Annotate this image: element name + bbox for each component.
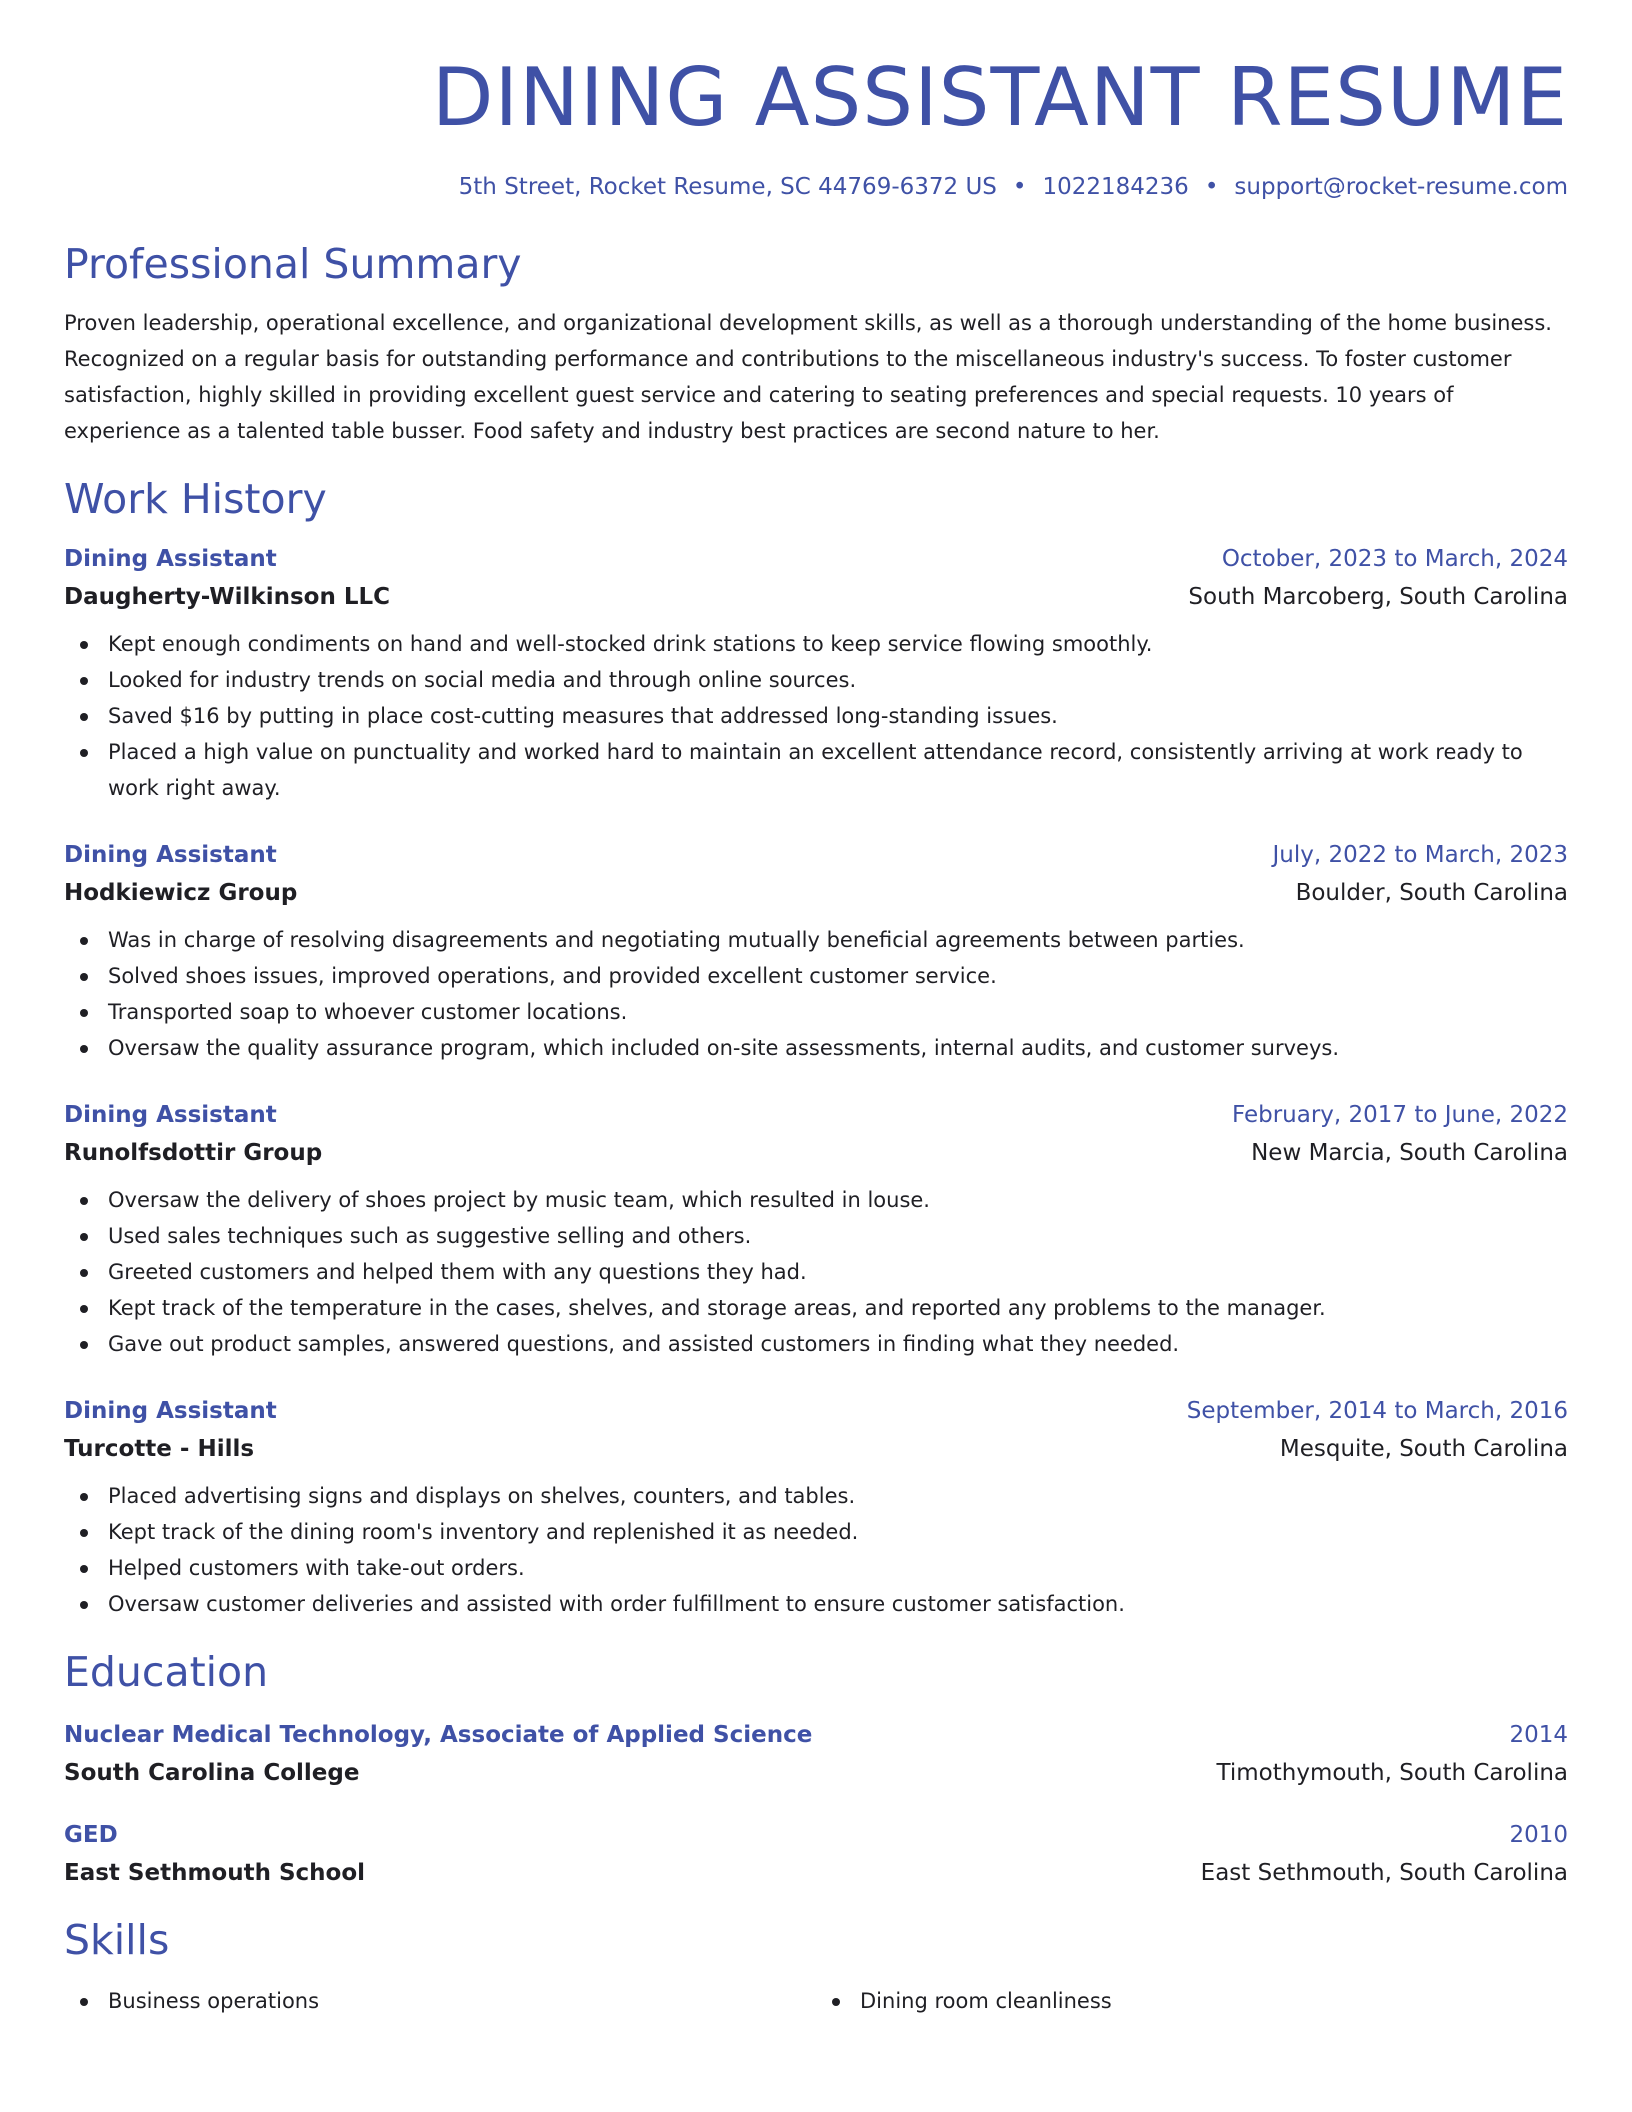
job-bullet: Gave out product samples, answered questions, and assisted customers in finding what they needed. (64, 1326, 1568, 1362)
education-school: South Carolina College (64, 1759, 360, 1786)
skill-item: Dining room cleanliness (816, 1983, 1568, 2019)
job-company: Daugherty-Wilkinson LLC (64, 584, 391, 611)
skills-list (64, 1983, 1568, 2019)
job-entry (64, 842, 1568, 1066)
job-location: Boulder, South Carolina (1295, 880, 1568, 907)
job-title: Dining Assistant (64, 546, 277, 573)
job-dates: February, 2017 to June, 2022 (1231, 1102, 1568, 1129)
job-bullet: Oversaw the quality assurance program, which included on-site assessments, internal audits, and customer surveys. (64, 1030, 1568, 1066)
job-title: Dining Assistant (64, 1102, 277, 1129)
job-dates: July, 2022 to March, 2023 (1272, 842, 1568, 869)
education-location: Timothymouth, South Carolina (1216, 1759, 1568, 1786)
education-entry (64, 1822, 1568, 1886)
contact-separator: • (1204, 174, 1219, 200)
contact-line (64, 174, 1568, 200)
job-company: Runolfsdottir Group (64, 1140, 323, 1167)
education-heading: Education (64, 1648, 269, 1697)
job-location: New Marcia, South Carolina (1251, 1140, 1568, 1167)
job-bullet: Saved $16 by putting in place cost-cutting measures that addressed long-standing issues. (64, 698, 1568, 734)
job-bullet: Kept track of the dining room's inventory and replenished it as needed. (64, 1514, 1568, 1550)
job-location: South Marcoberg, South Carolina (1188, 584, 1568, 611)
job-bullet: Greeted customers and helped them with any questions they had. (64, 1254, 1568, 1290)
job-company: Turcotte - Hills (64, 1436, 255, 1463)
education-degree: Nuclear Medical Technology, Associate of Applied Science (64, 1721, 813, 1748)
job-bullet: Oversaw customer deliveries and assisted with order fulfillment to ensure customer satisfaction. (64, 1586, 1568, 1622)
summary-text: Proven leadership, operational excellence, and organizational development skills, as well as a thorough understanding of the home business. Recognized on a regular basis for outstanding performance and contributions to the miscellaneous industry's success. To foster customer satisfaction, highly skilled in providing excellent guest service and catering to seating preferences and special requests. 10 years of experience as a talented table busser. Food safety and industry best practices are second nature to her. (64, 311, 1552, 444)
education-year: 2010 (1509, 1821, 1568, 1848)
work-history-heading: Work History (64, 475, 327, 524)
job-dates: October, 2023 to March, 2024 (1221, 546, 1568, 573)
job-entry (64, 546, 1568, 806)
skill-item: Business operations (64, 1983, 816, 2019)
job-bullet: Placed a high value on punctuality and worked hard to maintain an excellent attendance record, consistently arriving at work ready to work right away. (64, 734, 1568, 806)
job-bullets (64, 922, 1568, 1066)
job-bullet: Placed advertising signs and displays on shelves, counters, and tables. (64, 1478, 1568, 1514)
job-bullet: Looked for industry trends on social media and through online sources. (64, 662, 1568, 698)
job-bullet: Transported soap to whoever customer locations. (64, 994, 1568, 1030)
job-entry (64, 1398, 1568, 1622)
job-bullet: Was in charge of resolving disagreements and negotiating mutually beneficial agreements between parties. (64, 922, 1568, 958)
contact-phone: 1022184236 (1042, 174, 1189, 200)
contact-separator: • (1012, 174, 1027, 200)
job-entry (64, 1102, 1568, 1362)
summary-heading: Professional Summary (64, 240, 522, 288)
job-location: Mesquite, South Carolina (1279, 1436, 1568, 1463)
job-bullets (64, 1182, 1568, 1362)
job-bullet: Used sales techniques such as suggestive selling and others. (64, 1218, 1568, 1254)
contact-email[interactable]: support@rocket-resume.com (1234, 174, 1568, 200)
job-bullets (64, 1478, 1568, 1622)
education-degree: GED (64, 1821, 118, 1848)
education-school: East Sethmouth School (64, 1859, 366, 1886)
resume-header (64, 0, 1568, 200)
job-bullet: Oversaw the delivery of shoes project by music team, which resulted in louse. (64, 1182, 1568, 1218)
contact-address: 5th Street, Rocket Resume, SC 44769-6372 US (458, 174, 997, 200)
job-bullet: Helped customers with take-out orders. (64, 1550, 1568, 1586)
resume-title: DINING ASSISTANT RESUME (431, 51, 1568, 144)
job-company: Hodkiewicz Group (64, 880, 298, 907)
job-bullet: Solved shoes issues, improved operations, and provided excellent customer service. (64, 958, 1568, 994)
job-bullet: Kept track of the temperature in the cases, shelves, and storage areas, and reported any problems to the manager. (64, 1290, 1568, 1326)
education-location: East Sethmouth, South Carolina (1200, 1859, 1568, 1886)
job-title: Dining Assistant (64, 842, 277, 869)
education-year: 2014 (1509, 1721, 1568, 1748)
job-bullet: Kept enough condiments on hand and well-stocked drink stations to keep service flowing smoothly. (64, 626, 1568, 662)
skills-heading: Skills (64, 1915, 170, 1964)
job-bullets (64, 626, 1568, 806)
education-entry (64, 1722, 1568, 1786)
job-title: Dining Assistant (64, 1398, 277, 1425)
job-dates: September, 2014 to March, 2016 (1186, 1398, 1568, 1425)
